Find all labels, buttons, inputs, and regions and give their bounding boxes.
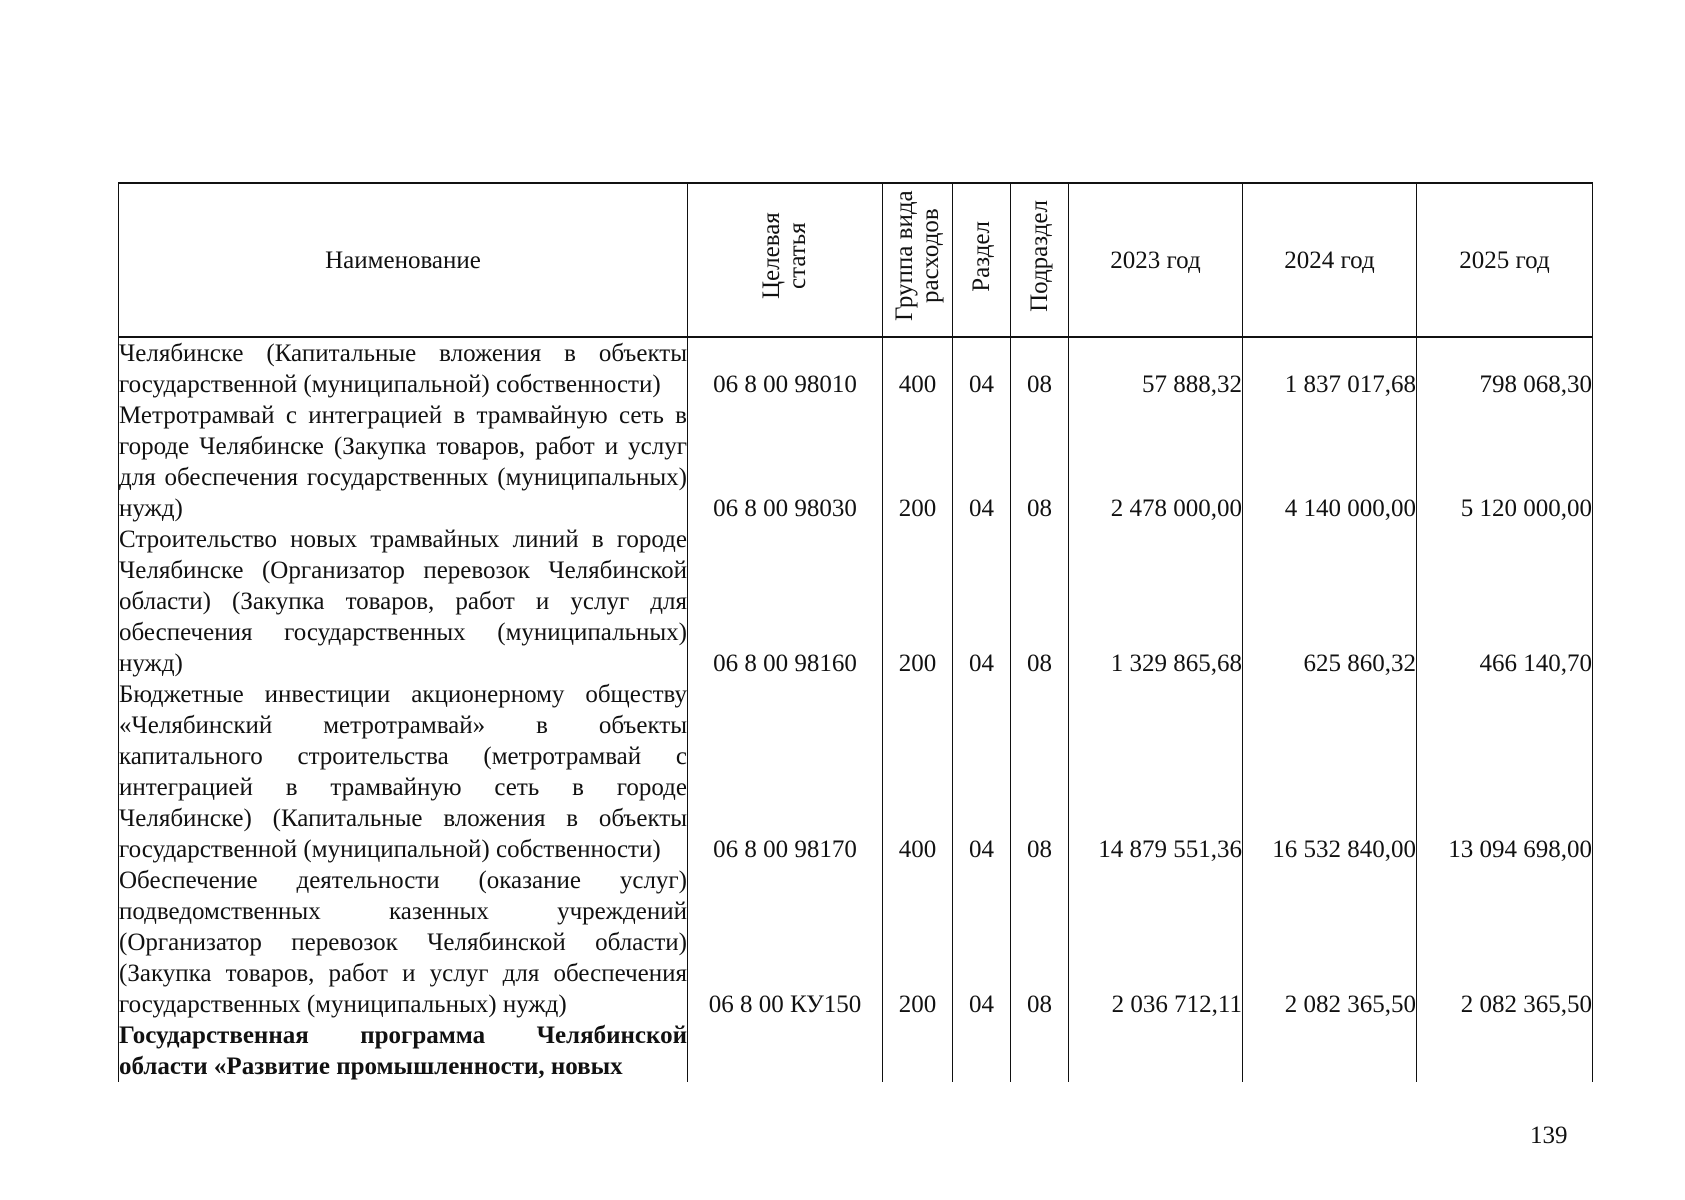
header-target-article: Целевая статья [688, 183, 883, 337]
row-section: 04 [953, 337, 1011, 400]
row-name: Обеспечение деятельности (оказание услуг) подведомственных казенных учреждений (Организатор перевозок Челябинской области) (Закупка товаров, работ и услуг для обеспечения государственных (муниципальных) нужд) [119, 867, 687, 1018]
row-name: Метротрамвай с интеграцией в трамвайную сеть в городе Челябинске (Закупка товаров, работ и услуг для обеспечения государственных (муниципальных) нужд) [119, 402, 687, 522]
row-amount-2024: 1 837 017,68 [1243, 337, 1417, 400]
header-year-2024: 2024 год [1243, 183, 1417, 337]
row-amount-2025: 798 068,30 [1417, 337, 1593, 400]
page-number: 139 [1530, 1122, 1568, 1149]
row-name-program: Государственная программа Челябинской области «Развитие промышленности, новых [119, 1022, 687, 1080]
row-empty-cell [1243, 1020, 1417, 1082]
row-target-code: 06 8 00 98170 [688, 679, 883, 865]
row-empty-cell [1417, 1020, 1593, 1082]
header-expense-group: Группа вида расходов [883, 183, 953, 337]
table-row [119, 679, 1593, 865]
row-name: Бюджетные инвестиции акционерному обществу «Челябинский метротрамвай» в объекты капитального строительства (метротрамвай с интеграцией в трамвайную сеть в городе Челябинске) (Капитальные вложения в объекты государственной (муниципальной) собственности) [119, 681, 687, 863]
row-expense-group: 400 [883, 337, 953, 400]
header-section: Раздел [953, 183, 1011, 337]
budget-table [118, 182, 1593, 1082]
row-target-code: 06 8 00 98010 [688, 337, 883, 400]
row-subsection: 08 [1011, 400, 1069, 524]
table-row [119, 524, 1593, 679]
header-name: Наименование [119, 183, 688, 337]
row-empty-cell [1011, 1020, 1069, 1082]
row-name: Челябинске (Капитальные вложения в объекты государственной (муниципальной) собственности) [119, 337, 688, 400]
row-subsection: 08 [1011, 865, 1069, 1020]
row-expense-group: 200 [883, 865, 953, 1020]
row-section: 04 [953, 400, 1011, 524]
row-section: 04 [953, 524, 1011, 679]
row-expense-group: 200 [883, 400, 953, 524]
table-row-continued [119, 1020, 1593, 1082]
row-empty-cell [953, 1020, 1011, 1082]
row-amount-2023: 14 879 551,36 [1069, 679, 1243, 865]
row-empty-cell [688, 1020, 883, 1082]
row-subsection: 08 [1011, 679, 1069, 865]
row-empty-cell [1069, 1020, 1243, 1082]
row-amount-2024: 4 140 000,00 [1243, 400, 1417, 524]
table-row [119, 337, 1593, 400]
row-amount-2023: 2 478 000,00 [1069, 400, 1243, 524]
row-subsection: 08 [1011, 524, 1069, 679]
row-amount-2025: 2 082 365,50 [1417, 865, 1593, 1020]
table-row [119, 865, 1593, 1020]
header-subsection: Подраздел [1011, 183, 1069, 337]
row-target-code: 06 8 00 КУ150 [688, 865, 883, 1020]
header-year-2025: 2025 год [1417, 183, 1593, 337]
row-amount-2025: 466 140,70 [1417, 524, 1593, 679]
table-row [119, 400, 1593, 524]
row-section: 04 [953, 865, 1011, 1020]
row-target-code: 06 8 00 98160 [688, 524, 883, 679]
row-amount-2025: 13 094 698,00 [1417, 679, 1593, 865]
row-name: Строительство новых трамвайных линий в городе Челябинске (Организатор перевозок Челябинской области) (Закупка товаров, работ и услуг для обеспечения государственных (муниципальных) нужд) [119, 526, 687, 677]
row-amount-2023: 2 036 712,11 [1069, 865, 1243, 1020]
row-amount-2025: 5 120 000,00 [1417, 400, 1593, 524]
row-expense-group: 400 [883, 679, 953, 865]
row-amount-2024: 2 082 365,50 [1243, 865, 1417, 1020]
row-expense-group: 200 [883, 524, 953, 679]
row-section: 04 [953, 679, 1011, 865]
row-amount-2023: 1 329 865,68 [1069, 524, 1243, 679]
header-year-2023: 2023 год [1069, 183, 1243, 337]
row-amount-2024: 16 532 840,00 [1243, 679, 1417, 865]
table-header-row [119, 183, 1593, 337]
row-target-code: 06 8 00 98030 [688, 400, 883, 524]
row-amount-2023: 57 888,32 [1069, 337, 1243, 400]
row-empty-cell [883, 1020, 953, 1082]
row-subsection: 08 [1011, 337, 1069, 400]
row-amount-2024: 625 860,32 [1243, 524, 1417, 679]
